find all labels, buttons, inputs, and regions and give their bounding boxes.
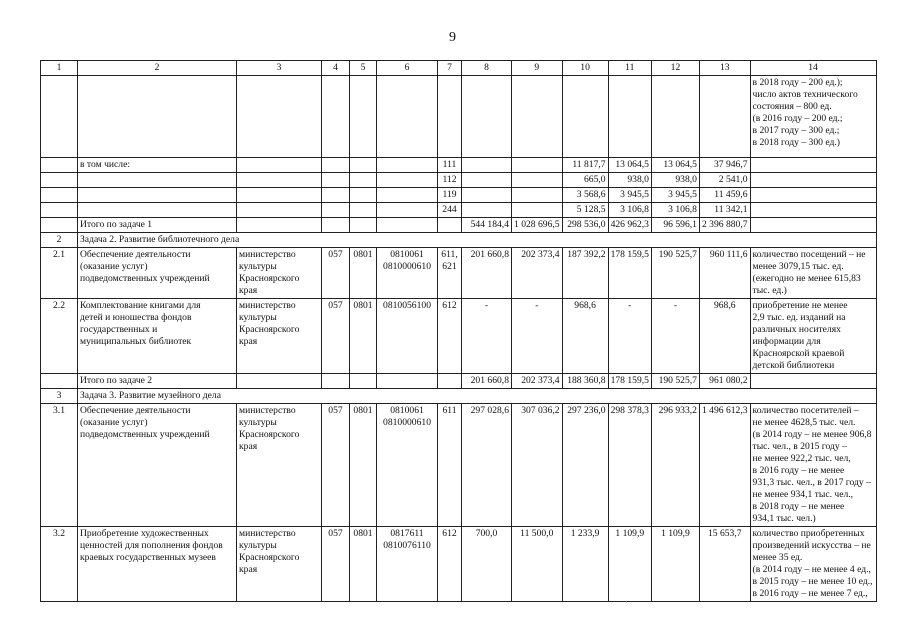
- total-label: Итого по задаче 2: [78, 374, 237, 389]
- header-cell: 1: [41, 61, 78, 76]
- sub-row: 112 665,0 938,0 938,0 2 541,0: [41, 173, 877, 188]
- row-3-1: 3.1 Обеспечение деятельности (оказание услуг) подведомственных учреждений министерство культуры Красноярского края 057 0801 0810061 0810000610 611 297 028,6 307 036,2 297 236,0 298 378,3 296 933,2 1 496 612,3 количество посетителей – не менее 4628,5 тыс. чел. (в 2014 году – не менее 906,8 тыс. чел., в 2015 году – не менее 922,2 тыс. чел, в 2016 году – не менее 931,3 тыс. чел., в 2017 году – не менее 934,1 тыс. чел., в 2018 году – не менее 934,1 тыс. чел.): [41, 404, 877, 527]
- header-cell: 7: [438, 61, 462, 76]
- header-cell: 2: [78, 61, 237, 76]
- row-3-2: 3.2 Приобретение художественных ценностей для пополнения фондов краевых государственных музеев министерство культуры Красноярского края 057 0801 0817611 0810076110 612 700,0 11 500,0 1 233,9 1 109,9 1 109,9 15 653,7 количество приобретенных произведений искусства – не менее 35 ед. (в 2014 году – не менее 4 ед., в 2015 году – не менее 10 ед., в 2016 году – не менее 7 ед.,: [41, 527, 877, 602]
- organization: министерство культуры Красноярского края: [237, 299, 322, 374]
- sub-label: в том числе:: [78, 158, 237, 173]
- header-cell: 9: [512, 61, 563, 76]
- task-title: Задача 2. Развитие библиотечного дела: [78, 233, 877, 248]
- header-cell: 14: [750, 61, 876, 76]
- organization: министерство культуры Красноярского края: [237, 248, 322, 299]
- header-cell: 3: [237, 61, 322, 76]
- header-cell: 4: [322, 61, 350, 76]
- scan-mark: ·: [625, 597, 628, 607]
- header-cell: 11: [608, 61, 651, 76]
- header-cell: 10: [562, 61, 608, 76]
- total-row-task-2: Итого по задаче 2 201 660,8 202 373,4 188 360,8 178 159,5 190 525,7 961 080,2: [41, 374, 877, 389]
- row-2-2: 2.2 Комплектование книгами для детей и юношества фондов государственных и муниципальных библиотек министерство культуры Красноярского края 057 0801 0810056100 612 - - 968,6 - - 968,6 приобретение не менее 2,9 тыс. ед. изданий на различных носителях информации для Красноярской краевой детской библиотеки: [41, 299, 877, 374]
- header-row: [41, 61, 877, 76]
- total-label: Итого по задаче 1: [78, 218, 237, 233]
- header-cell: 6: [377, 61, 438, 76]
- header-cell: 5: [350, 61, 377, 76]
- task-title: Задача 3. Развитие музейного дела: [78, 389, 877, 404]
- activity-name: Приобретение художественных ценностей для пополнения фондов краевых государственных музеев: [78, 527, 237, 602]
- task-3-heading: 3 Задача 3. Развитие музейного дела: [41, 389, 877, 404]
- activity-name: Обеспечение деятельности (оказание услуг) подведомственных учреждений: [78, 248, 237, 299]
- header-cell: 13: [699, 61, 750, 76]
- activity-name: Обеспечение деятельности (оказание услуг) подведомственных учреждений: [78, 404, 237, 527]
- sub-row: 244 5 128,5 3 106,8 3 106,8 11 342,1: [41, 203, 877, 218]
- sub-row: в том числе: 111 11 817,7 13 064,5 13 064,5 37 946,7: [41, 158, 877, 173]
- task-2-heading: 2 Задача 2. Развитие библиотечного дела: [41, 233, 877, 248]
- indicator-cell: количество приобретенных произведений искусства – не менее 35 ед. (в 2014 году – не менее 4 ед., в 2015 году – не менее 10 ед., в 2016 году – не менее 7 ед.,: [750, 527, 876, 602]
- row-2-1: 2.1 Обеспечение деятельности (оказание услуг) подведомственных учреждений министерство культуры Красноярского края 057 0801 0810061 0810000610 611, 621 201 660,8 202 373,4 187 392,2 178 159,5 190 525,7 960 111,6 количество посещений – не менее 3079,15 тыс. ед. (ежегодно не менее 615,83 тыс. ед.): [41, 248, 877, 299]
- page-number: 9: [449, 30, 456, 45]
- header-cell: 12: [651, 61, 699, 76]
- sub-row: 119 3 568,6 3 945,5 3 945,5 11 459,6: [41, 188, 877, 203]
- header-cell: 8: [462, 61, 512, 76]
- indicator-cell: количество посещений – не менее 3079,15 тыс. ед. (ежегодно не менее 615,83 тыс. ед.): [750, 248, 876, 299]
- indicator-cell: количество посетителей – не менее 4628,5 тыс. чел. (в 2014 году – не менее 906,8 тыс. чел., в 2015 году – не менее 922,2 тыс. чел, в 2016 году – не менее 931,3 тыс. чел., в 2017 году – не менее 934,1 тыс. чел., в 2018 году – не менее 934,1 тыс. чел.): [750, 404, 876, 527]
- indicator-cell: в 2018 году – 200 ед.); число актов технического состояния – 800 ед. (в 2016 году – 200 ед.; в 2017 году – 300 ед.; в 2018 году – 300 ед.): [750, 76, 876, 158]
- continued-row: [41, 76, 877, 158]
- indicator-cell: приобретение не менее 2,9 тыс. ед. изданий на различных носителях информации для Красноярской краевой детской библиотеки: [750, 299, 876, 374]
- total-row-task-1: Итого по задаче 1 544 184,4 1 028 696,5 298 536,0 426 962,3 96 596,1 2 396 880,7: [41, 218, 877, 233]
- activity-name: Комплектование книгами для детей и юношества фондов государственных и муниципальных библиотек: [78, 299, 237, 374]
- organization: министерство культуры Красноярского края: [237, 404, 322, 527]
- budget-table: [40, 60, 877, 602]
- organization: министерство культуры Красноярского края: [237, 527, 322, 602]
